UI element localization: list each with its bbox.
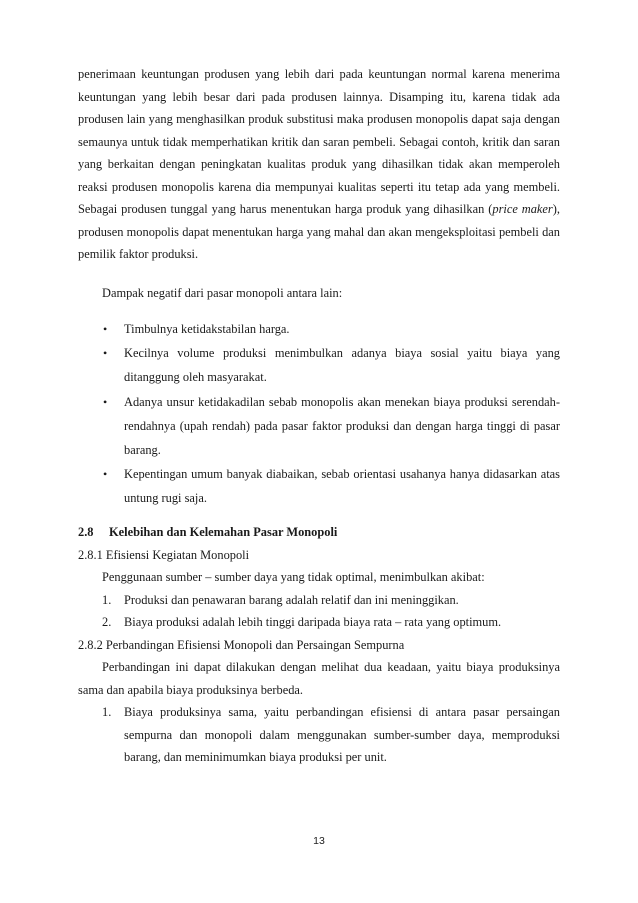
- bullet-icon: •: [103, 394, 108, 409]
- list-item-text: Adanya unsur ketidakadilan sebab monopolis akan menekan biaya produksi serendah-rendahnya (upah rendah) pada pasar faktor produksi dan dengan harga tinggi di pasar barang.: [124, 394, 560, 457]
- numbered-list: [78, 701, 560, 769]
- list-item-text: Kepentingan umum banyak diabaikan, sebab orientasi usahanya hanya didasarkan atas untung rugi saja.: [124, 467, 560, 506]
- italic-term: price maker: [492, 202, 553, 216]
- list-item: [78, 317, 560, 341]
- bullet-icon: •: [103, 322, 108, 336]
- section-number: 2.8: [78, 525, 94, 540]
- body-paragraph: [78, 63, 560, 266]
- item-number: 2.: [102, 615, 112, 630]
- subsection-intro: Perbandingan ini dapat dilakukan dengan melihat dua keadaan, yaitu biaya produksinya sama dan apabila biaya produksinya berbeda.: [78, 660, 560, 697]
- section-heading: [78, 521, 560, 544]
- paragraph-text: penerimaan keuntungan produsen yang lebih dari pada keuntungan normal karena menerima keuntungan yang lebih besar dari pada produsen lainnya. Disamping itu, karena tidak ada produsen lain yang menghasilkan produk substitusi maka produsen monopolis dapat saja dengan semaunya untuk tidak memperhatikan kritik dan saran pembeli. Sebagai contoh, kritik dan saran yang berkaitan dengan peningkatan kualitas produk yang dihasilkan tidak akan memperoleh reaksi produsen monopolis karena dia mempunyai kualitas seperti itu tetap ada yang membeli. Sebagai produsen tunggal yang harus menentukan harga produk yang dihasilkan (: [78, 67, 560, 216]
- subsection-heading-efficiency: 2.8.1 Efisiensi Kegiatan Monopoli: [78, 547, 250, 562]
- list-item: [78, 701, 560, 769]
- list-item-text: Produksi dan penawaran barang adalah relatif dan ini meninggikan.: [124, 592, 459, 607]
- bullet-icon: •: [103, 346, 108, 361]
- subsection-heading-comparison: 2.8.2 Perbandingan Efisiensi Monopoli dan Persaingan Sempurna: [78, 637, 405, 652]
- list-item: [78, 589, 560, 612]
- list-item-text: Kecilnya volume produksi menimbulkan adanya biaya sosial yaitu biaya yang ditanggung oleh masyarakat.: [124, 346, 560, 385]
- item-number: 1.: [102, 592, 112, 607]
- item-number: 1.: [102, 705, 112, 720]
- list-item: [78, 462, 560, 510]
- bullet-icon: •: [103, 467, 108, 482]
- document-page: [78, 63, 560, 769]
- section-title: Kelebihan dan Kelemahan Pasar Monopoli: [109, 525, 338, 540]
- subsection-intro: Penggunaan sumber – sumber daya yang tidak optimal, menimbulkan akibat:: [102, 570, 485, 585]
- page-number: 13: [313, 835, 325, 847]
- list-item: [78, 390, 560, 462]
- list-item: [78, 611, 560, 634]
- negative-impact-list: [78, 317, 560, 510]
- list-item-text: Timbulnya ketidakstabilan harga.: [124, 322, 290, 336]
- list-item: [78, 341, 560, 389]
- negative-impact-intro: Dampak negatif dari pasar monopoli antara lain:: [102, 285, 343, 300]
- paragraph-text-end: ), produsen monopolis dapat menentukan harga yang mahal dan akan mengeksploitasi pembeli dan pemilik faktor produksi.: [78, 202, 560, 261]
- list-item-text: Biaya produksinya sama, yaitu perbandingan efisiensi di antara pasar persaingan sempurna dan monopoli dalam menggunakan sumber-sumber daya, memproduksi barang, dan meminimumkan biaya produksi per unit.: [124, 705, 560, 765]
- numbered-list: [78, 589, 560, 634]
- list-item-text: Biaya produksi adalah lebih tinggi daripada biaya rata – rata yang optimum.: [124, 615, 502, 630]
